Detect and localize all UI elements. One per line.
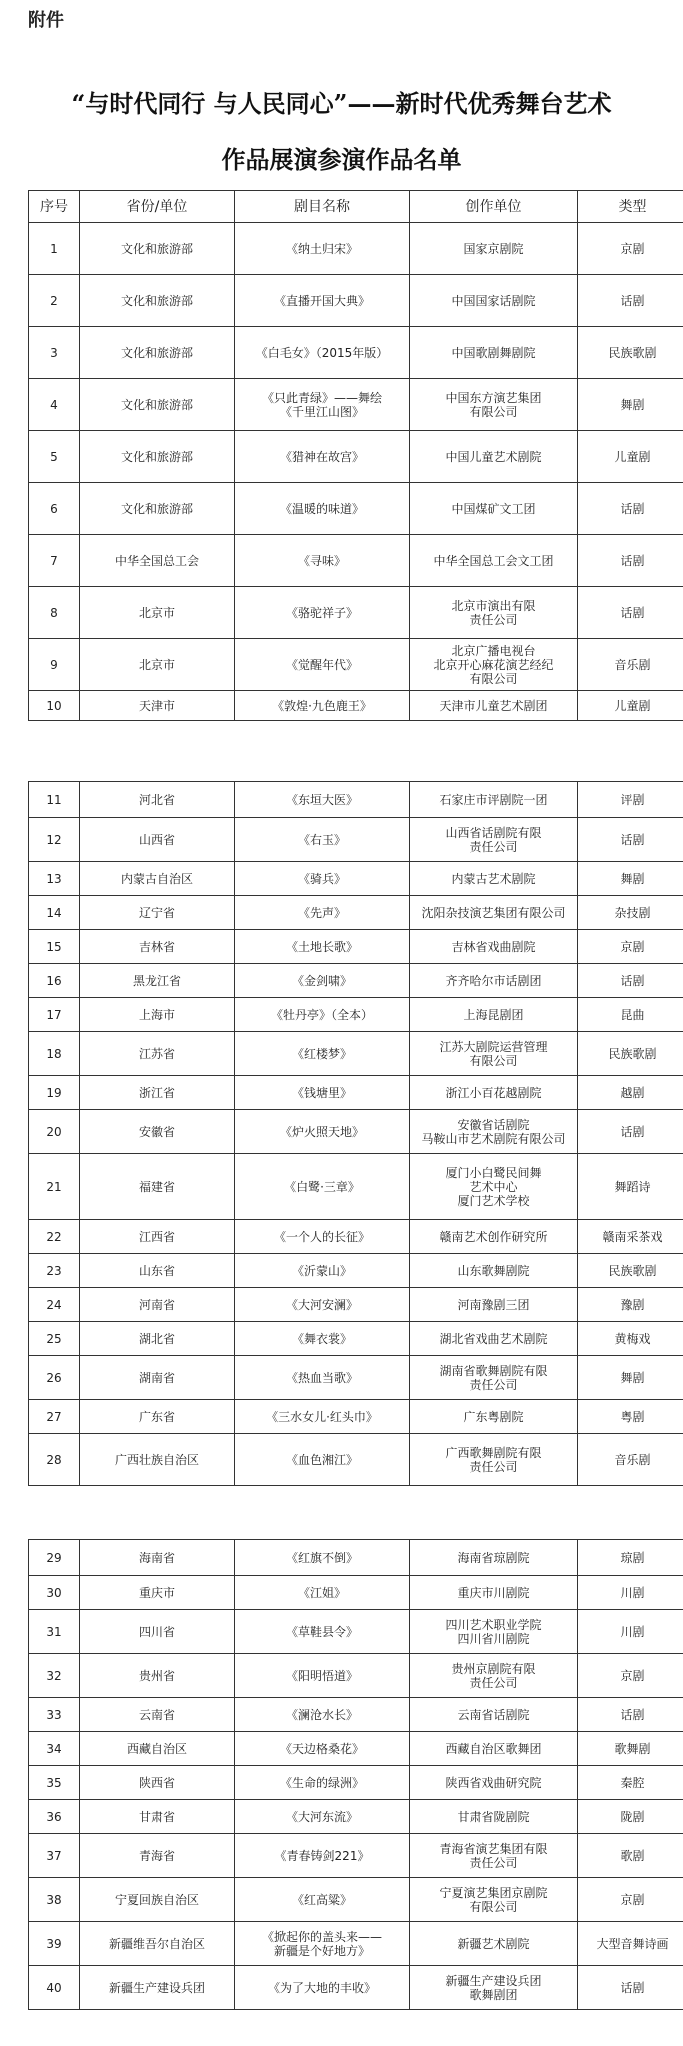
row-unit: 山东歌舞剧院 xyxy=(410,1254,578,1288)
row-unit: 湖南省歌舞剧院有限 责任公司 xyxy=(410,1356,578,1400)
table-row xyxy=(29,587,683,639)
row-unit: 海南省琼剧院 xyxy=(410,1540,578,1576)
row-number: 33 xyxy=(29,1698,80,1732)
row-title: 《东垣大医》 xyxy=(235,782,410,818)
row-number: 4 xyxy=(29,379,80,431)
row-province: 广西壮族自治区 xyxy=(80,1434,235,1486)
row-province: 云南省 xyxy=(80,1698,235,1732)
table-row xyxy=(29,1110,683,1154)
row-title: 《钱塘里》 xyxy=(235,1076,410,1110)
row-number: 37 xyxy=(29,1834,80,1878)
row-province: 新疆维吾尔自治区 xyxy=(80,1922,235,1966)
table-row xyxy=(29,1322,683,1356)
row-province: 新疆生产建设兵团 xyxy=(80,1966,235,2010)
row-unit: 山西省话剧院有限 责任公司 xyxy=(410,818,578,862)
row-unit: 厦门小白鹭民间舞 艺术中心 厦门艺术学校 xyxy=(410,1154,578,1220)
row-type: 话剧 xyxy=(578,483,683,535)
row-title: 《大河东流》 xyxy=(235,1800,410,1834)
row-province: 江西省 xyxy=(80,1220,235,1254)
row-type: 昆曲 xyxy=(578,998,683,1032)
row-unit: 中国煤矿文工团 xyxy=(410,483,578,535)
header-type: 类型 xyxy=(578,191,683,223)
table-row xyxy=(29,1032,683,1076)
row-number: 27 xyxy=(29,1400,80,1434)
row-province: 文化和旅游部 xyxy=(80,431,235,483)
row-number: 25 xyxy=(29,1322,80,1356)
table-row xyxy=(29,1356,683,1400)
row-province: 安徽省 xyxy=(80,1110,235,1154)
row-unit: 中华全国总工会文工团 xyxy=(410,535,578,587)
row-province: 湖北省 xyxy=(80,1322,235,1356)
table-row xyxy=(29,1698,683,1732)
row-province: 青海省 xyxy=(80,1834,235,1878)
row-title: 《一个人的长征》 xyxy=(235,1220,410,1254)
row-title: 《白鹭·三章》 xyxy=(235,1154,410,1220)
row-unit: 北京市演出有限 责任公司 xyxy=(410,587,578,639)
row-number: 36 xyxy=(29,1800,80,1834)
row-type: 儿童剧 xyxy=(578,431,683,483)
row-province: 甘肃省 xyxy=(80,1800,235,1834)
program-table-part-2 xyxy=(28,781,683,1486)
row-title: 《只此青绿》——舞绘 《千里江山图》 xyxy=(235,379,410,431)
row-title: 《骑兵》 xyxy=(235,862,410,896)
row-number: 20 xyxy=(29,1110,80,1154)
row-number: 24 xyxy=(29,1288,80,1322)
row-title: 《三水女儿·红头巾》 xyxy=(235,1400,410,1434)
row-number: 2 xyxy=(29,275,80,327)
row-province: 北京市 xyxy=(80,587,235,639)
row-unit: 西藏自治区歌舞团 xyxy=(410,1732,578,1766)
row-type: 话剧 xyxy=(578,275,683,327)
row-number: 11 xyxy=(29,782,80,818)
table-row xyxy=(29,1076,683,1110)
row-number: 10 xyxy=(29,691,80,721)
table-row xyxy=(29,862,683,896)
row-province: 文化和旅游部 xyxy=(80,379,235,431)
row-unit: 中国东方演艺集团 有限公司 xyxy=(410,379,578,431)
row-title: 《热血当歌》 xyxy=(235,1356,410,1400)
row-type: 豫剧 xyxy=(578,1288,683,1322)
row-number: 15 xyxy=(29,930,80,964)
row-title: 《敦煌·九色鹿王》 xyxy=(235,691,410,721)
row-title: 《炉火照天地》 xyxy=(235,1110,410,1154)
row-type: 音乐剧 xyxy=(578,639,683,691)
table-row xyxy=(29,1878,683,1922)
row-type: 舞剧 xyxy=(578,1356,683,1400)
row-type: 民族歌剧 xyxy=(578,1032,683,1076)
row-type: 话剧 xyxy=(578,535,683,587)
row-unit: 中国歌剧舞剧院 xyxy=(410,327,578,379)
row-type: 舞剧 xyxy=(578,862,683,896)
table-row xyxy=(29,1576,683,1610)
row-number: 17 xyxy=(29,998,80,1032)
row-province: 福建省 xyxy=(80,1154,235,1220)
row-title: 《血色湘江》 xyxy=(235,1434,410,1486)
row-type: 话剧 xyxy=(578,1698,683,1732)
row-unit: 广西歌舞剧院有限 责任公司 xyxy=(410,1434,578,1486)
row-type: 儿童剧 xyxy=(578,691,683,721)
row-title: 《猎神在故宫》 xyxy=(235,431,410,483)
row-number: 32 xyxy=(29,1654,80,1698)
row-number: 14 xyxy=(29,896,80,930)
row-province: 湖南省 xyxy=(80,1356,235,1400)
row-unit: 赣南艺术创作研究所 xyxy=(410,1220,578,1254)
row-unit: 甘肃省陇剧院 xyxy=(410,1800,578,1834)
row-title: 《觉醒年代》 xyxy=(235,639,410,691)
row-type: 歌舞剧 xyxy=(578,1732,683,1766)
row-unit: 沈阳杂技演艺集团有限公司 xyxy=(410,896,578,930)
row-number: 39 xyxy=(29,1922,80,1966)
row-province: 江苏省 xyxy=(80,1032,235,1076)
table-row xyxy=(29,1834,683,1878)
table-row xyxy=(29,483,683,535)
row-type: 川剧 xyxy=(578,1610,683,1654)
table-row xyxy=(29,1400,683,1434)
row-number: 22 xyxy=(29,1220,80,1254)
row-type: 陇剧 xyxy=(578,1800,683,1834)
row-type: 川剧 xyxy=(578,1576,683,1610)
table-row xyxy=(29,1288,683,1322)
table-row xyxy=(29,1154,683,1220)
row-unit: 四川艺术职业学院 四川省川剧院 xyxy=(410,1610,578,1654)
row-number: 26 xyxy=(29,1356,80,1400)
row-unit: 中国国家话剧院 xyxy=(410,275,578,327)
row-title: 《红高粱》 xyxy=(235,1878,410,1922)
row-unit: 湖北省戏曲艺术剧院 xyxy=(410,1322,578,1356)
row-type: 话剧 xyxy=(578,1966,683,2010)
row-province: 中华全国总工会 xyxy=(80,535,235,587)
row-province: 文化和旅游部 xyxy=(80,483,235,535)
row-type: 评剧 xyxy=(578,782,683,818)
row-title: 《红楼梦》 xyxy=(235,1032,410,1076)
row-unit: 贵州京剧院有限 责任公司 xyxy=(410,1654,578,1698)
row-province: 浙江省 xyxy=(80,1076,235,1110)
table-row xyxy=(29,1732,683,1766)
row-type: 粤剧 xyxy=(578,1400,683,1434)
row-province: 文化和旅游部 xyxy=(80,275,235,327)
table-row xyxy=(29,535,683,587)
table-row xyxy=(29,1254,683,1288)
table-row xyxy=(29,1220,683,1254)
row-title: 《温暖的味道》 xyxy=(235,483,410,535)
row-title: 《掀起你的盖头来—— 新疆是个好地方》 xyxy=(235,1922,410,1966)
row-title: 《白毛女》（2015年版） xyxy=(235,327,410,379)
table-row xyxy=(29,964,683,998)
row-province: 宁夏回族自治区 xyxy=(80,1878,235,1922)
row-title: 《为了大地的丰收》 xyxy=(235,1966,410,2010)
row-number: 1 xyxy=(29,223,80,275)
row-province: 山西省 xyxy=(80,818,235,862)
row-title: 《生命的绿洲》 xyxy=(235,1766,410,1800)
row-number: 35 xyxy=(29,1766,80,1800)
row-type: 赣南采茶戏 xyxy=(578,1220,683,1254)
table-row xyxy=(29,1800,683,1834)
row-type: 越剧 xyxy=(578,1076,683,1110)
row-type: 舞蹈诗 xyxy=(578,1154,683,1220)
row-type: 秦腔 xyxy=(578,1766,683,1800)
table-row xyxy=(29,1610,683,1654)
table-row xyxy=(29,275,683,327)
table-row xyxy=(29,431,683,483)
row-title: 《沂蒙山》 xyxy=(235,1254,410,1288)
table-row xyxy=(29,379,683,431)
row-title: 《红旗不倒》 xyxy=(235,1540,410,1576)
row-title: 《澜沧水长》 xyxy=(235,1698,410,1732)
header-row xyxy=(29,191,683,223)
row-unit: 重庆市川剧院 xyxy=(410,1576,578,1610)
row-type: 话剧 xyxy=(578,964,683,998)
row-number: 13 xyxy=(29,862,80,896)
program-table-part-1 xyxy=(28,190,683,721)
row-title: 《骆驼祥子》 xyxy=(235,587,410,639)
row-title: 《纳土归宋》 xyxy=(235,223,410,275)
row-province: 文化和旅游部 xyxy=(80,327,235,379)
row-number: 9 xyxy=(29,639,80,691)
header-title: 剧目名称 xyxy=(235,191,410,223)
row-title: 《土地长歌》 xyxy=(235,930,410,964)
row-unit: 中国儿童艺术剧院 xyxy=(410,431,578,483)
row-number: 28 xyxy=(29,1434,80,1486)
row-unit: 陕西省戏曲研究院 xyxy=(410,1766,578,1800)
row-title: 《青春铸剑221》 xyxy=(235,1834,410,1878)
row-number: 30 xyxy=(29,1576,80,1610)
row-number: 21 xyxy=(29,1154,80,1220)
row-type: 京剧 xyxy=(578,930,683,964)
row-number: 6 xyxy=(29,483,80,535)
row-type: 京剧 xyxy=(578,1878,683,1922)
row-type: 黄梅戏 xyxy=(578,1322,683,1356)
row-title: 《舞衣裳》 xyxy=(235,1322,410,1356)
row-unit: 安徽省话剧院 马鞍山市艺术剧院有限公司 xyxy=(410,1110,578,1154)
row-unit: 上海昆剧团 xyxy=(410,998,578,1032)
row-type: 京剧 xyxy=(578,1654,683,1698)
row-number: 16 xyxy=(29,964,80,998)
title-line-2: 作品展演参演作品名单 xyxy=(221,145,462,174)
row-number: 31 xyxy=(29,1610,80,1654)
row-province: 四川省 xyxy=(80,1610,235,1654)
row-province: 天津市 xyxy=(80,691,235,721)
row-title: 《天边格桑花》 xyxy=(235,1732,410,1766)
row-number: 23 xyxy=(29,1254,80,1288)
row-number: 34 xyxy=(29,1732,80,1766)
row-province: 河北省 xyxy=(80,782,235,818)
row-unit: 天津市儿童艺术剧团 xyxy=(410,691,578,721)
row-number: 19 xyxy=(29,1076,80,1110)
row-title: 《大河安澜》 xyxy=(235,1288,410,1322)
row-number: 18 xyxy=(29,1032,80,1076)
row-unit: 浙江小百花越剧院 xyxy=(410,1076,578,1110)
row-type: 京剧 xyxy=(578,223,683,275)
row-title: 《金剑啸》 xyxy=(235,964,410,998)
table-row xyxy=(29,818,683,862)
row-type: 大型音舞诗画 xyxy=(578,1922,683,1966)
row-number: 40 xyxy=(29,1966,80,2010)
table-row xyxy=(29,896,683,930)
row-type: 话剧 xyxy=(578,818,683,862)
row-number: 3 xyxy=(29,327,80,379)
row-unit: 新疆艺术剧院 xyxy=(410,1922,578,1966)
row-unit: 北京广播电视台 北京开心麻花演艺经纪 有限公司 xyxy=(410,639,578,691)
row-type: 歌剧 xyxy=(578,1834,683,1878)
table-row xyxy=(29,1766,683,1800)
table-row xyxy=(29,327,683,379)
row-province: 内蒙古自治区 xyxy=(80,862,235,896)
row-province: 贵州省 xyxy=(80,1654,235,1698)
row-type: 民族歌剧 xyxy=(578,1254,683,1288)
row-province: 北京市 xyxy=(80,639,235,691)
row-province: 上海市 xyxy=(80,998,235,1032)
row-number: 7 xyxy=(29,535,80,587)
row-province: 河南省 xyxy=(80,1288,235,1322)
row-title: 《阳明悟道》 xyxy=(235,1654,410,1698)
row-province: 广东省 xyxy=(80,1400,235,1434)
row-unit: 齐齐哈尔市话剧团 xyxy=(410,964,578,998)
row-title: 《先声》 xyxy=(235,896,410,930)
title-line-1: “与时代同行 与人民同心”——新时代优秀舞台艺术 xyxy=(71,89,612,118)
row-unit: 河南豫剧三团 xyxy=(410,1288,578,1322)
row-unit: 江苏大剧院运营管理 有限公司 xyxy=(410,1032,578,1076)
row-type: 琼剧 xyxy=(578,1540,683,1576)
row-type: 舞剧 xyxy=(578,379,683,431)
row-province: 陕西省 xyxy=(80,1766,235,1800)
table-row xyxy=(29,1540,683,1576)
row-unit: 广东粤剧院 xyxy=(410,1400,578,1434)
table-row xyxy=(29,691,683,721)
table-row xyxy=(29,639,683,691)
row-unit: 吉林省戏曲剧院 xyxy=(410,930,578,964)
row-province: 黑龙江省 xyxy=(80,964,235,998)
table-row xyxy=(29,930,683,964)
row-type: 民族歌剧 xyxy=(578,327,683,379)
header-no: 序号 xyxy=(29,191,80,223)
row-province: 海南省 xyxy=(80,1540,235,1576)
row-province: 文化和旅游部 xyxy=(80,223,235,275)
header-province: 省份/单位 xyxy=(80,191,235,223)
row-title: 《寻味》 xyxy=(235,535,410,587)
table-row xyxy=(29,1654,683,1698)
row-title: 《直播开国大典》 xyxy=(235,275,410,327)
row-unit: 石家庄市评剧院一团 xyxy=(410,782,578,818)
attachment-label: 附件 xyxy=(28,10,64,31)
row-type: 话剧 xyxy=(578,587,683,639)
table-row xyxy=(29,1434,683,1486)
row-title: 《牡丹亭》（全本） xyxy=(235,998,410,1032)
program-table-part-3 xyxy=(28,1539,683,2010)
row-unit: 国家京剧院 xyxy=(410,223,578,275)
table-row xyxy=(29,223,683,275)
row-province: 西藏自治区 xyxy=(80,1732,235,1766)
row-type: 音乐剧 xyxy=(578,1434,683,1486)
table-row xyxy=(29,998,683,1032)
row-number: 29 xyxy=(29,1540,80,1576)
row-unit: 云南省话剧院 xyxy=(410,1698,578,1732)
row-province: 吉林省 xyxy=(80,930,235,964)
row-unit: 内蒙古艺术剧院 xyxy=(410,862,578,896)
row-number: 8 xyxy=(29,587,80,639)
row-title: 《草鞋县令》 xyxy=(235,1610,410,1654)
row-unit: 青海省演艺集团有限 责任公司 xyxy=(410,1834,578,1878)
table-row xyxy=(29,1966,683,2010)
row-number: 5 xyxy=(29,431,80,483)
row-number: 38 xyxy=(29,1878,80,1922)
table-row xyxy=(29,782,683,818)
row-province: 重庆市 xyxy=(80,1576,235,1610)
row-unit: 新疆生产建设兵团 歌舞剧团 xyxy=(410,1966,578,2010)
row-type: 杂技剧 xyxy=(578,896,683,930)
header-unit: 创作单位 xyxy=(410,191,578,223)
row-province: 山东省 xyxy=(80,1254,235,1288)
row-title: 《右玉》 xyxy=(235,818,410,862)
row-title: 《江姐》 xyxy=(235,1576,410,1610)
row-number: 12 xyxy=(29,818,80,862)
row-type: 话剧 xyxy=(578,1110,683,1154)
row-unit: 宁夏演艺集团京剧院 有限公司 xyxy=(410,1878,578,1922)
row-province: 辽宁省 xyxy=(80,896,235,930)
table-row xyxy=(29,1922,683,1966)
